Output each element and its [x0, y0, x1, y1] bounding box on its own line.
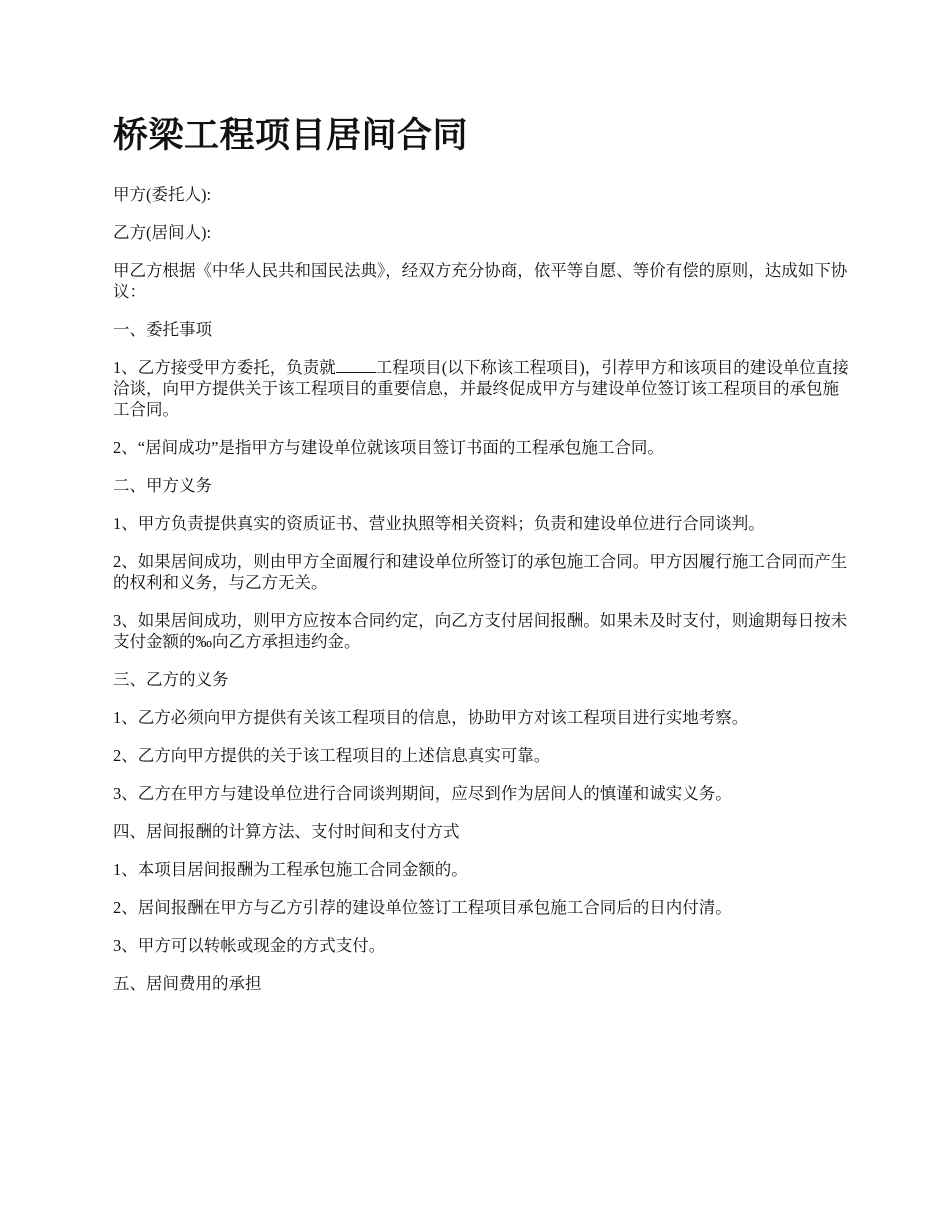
section-2-heading: 二、甲方义务	[113, 476, 212, 495]
section-2-item-1: 1、甲方负责提供真实的资质证书、营业执照等相关资料；负责和建设单位进行合同谈判。	[113, 514, 765, 533]
section-3-item-1: 1、乙方必须向甲方提供有关该工程项目的信息，协助甲方对该工程项目进行实地考察。	[113, 708, 749, 727]
section-4-item-2: 2、居间报酬在甲方与乙方引荐的建设单位签订工程项目承包施工合同后的日内付清。	[113, 898, 732, 917]
project-name-blank	[336, 357, 376, 373]
party-b-line: 乙方(居间人):	[113, 223, 212, 242]
section-1-item-1-text-after: 工程项目(以下称该工程项目)，引荐甲方和该项目的建设单位直接洽谈，向甲方提供关于该工程项目的重要信息，并最终促成甲方与建设单位签订该工程项目的承包施工合同。	[113, 358, 849, 419]
section-3-heading: 三、乙方的义务	[113, 670, 229, 689]
section-2-item-2: 2、如果居间成功，则由甲方全面履行和建设单位所签订的承包施工合同。甲方因履行施工合同而产生的权利和义务，与乙方无关。	[113, 552, 848, 592]
section-1-item-2: 2、“居间成功”是指甲方与建设单位就该项目签订书面的工程承包施工合同。	[113, 438, 664, 457]
section-4-heading: 四、居间报酬的计算方法、支付时间和支付方式	[113, 822, 460, 841]
section-2-item-3: 3、如果居间成功，则甲方应按本合同约定，向乙方支付居间报酬。如果未及时支付，则逾期每日按未支付金额的‰向乙方承担违约金。	[113, 611, 848, 651]
party-a-line: 甲方(委托人):	[113, 185, 212, 204]
document-body	[113, 112, 853, 1011]
section-3-item-2: 2、乙方向甲方提供的关于该工程项目的上述信息真实可靠。	[113, 746, 551, 765]
section-4-item-3: 3、甲方可以转帐或现金的方式支付。	[113, 936, 386, 955]
section-1-item-1	[113, 357, 853, 420]
section-1-item-1-text-before: 1、乙方接受甲方委托，负责就	[113, 358, 336, 377]
section-1-heading: 一、委托事项	[113, 320, 212, 339]
intro-paragraph: 甲乙方根据《中华人民共和国民法典》，经双方充分协商，依平等自愿、等价有偿的原则，达成如下协议：	[113, 261, 848, 301]
document-title: 桥梁工程项目居间合同	[113, 115, 469, 156]
section-3-item-3: 3、乙方在甲方与建设单位进行合同谈判期间，应尽到作为居间人的慎谨和诚实义务。	[113, 784, 732, 803]
section-4-item-1: 1、本项目居间报酬为工程承包施工合同金额的。	[113, 860, 468, 879]
section-5-heading: 五、居间费用的承担	[113, 974, 262, 993]
